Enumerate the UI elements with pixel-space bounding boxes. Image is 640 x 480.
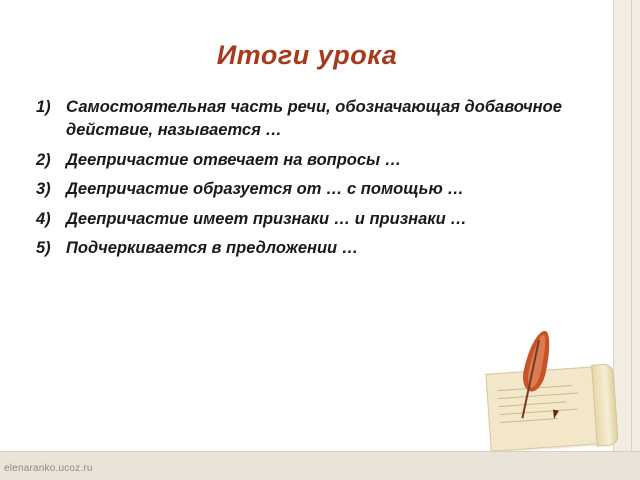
- list-item-text: Деепричастие отвечает на вопросы …: [66, 150, 402, 169]
- questions-list: [36, 96, 596, 267]
- list-item: [36, 237, 596, 260]
- list-item-marker: 1): [36, 98, 51, 116]
- list-item: [36, 149, 596, 172]
- list-item-marker: 3): [36, 180, 51, 199]
- quill-and-scroll-illustration: [470, 330, 610, 450]
- right-decorative-band: [613, 0, 640, 452]
- right-band-line: [631, 0, 632, 452]
- list-item-marker: 4): [36, 209, 51, 228]
- list-item: [36, 208, 596, 231]
- page-title: Итоги урока: [216, 40, 398, 70]
- list-item-marker: 2): [36, 150, 51, 169]
- list-item-text: Самостоятельная часть речи, обозначающая добавочное действие, называется …: [66, 98, 562, 140]
- list-item-text: Подчеркивается в предложении …: [66, 239, 359, 258]
- list-item-text: Деепричастие образуется от … с помощью …: [66, 180, 464, 199]
- list-item-marker: 5): [36, 239, 51, 258]
- watermark: elenaranko.ucoz.ru: [4, 463, 93, 474]
- bottom-strip: [0, 451, 640, 480]
- list-item-text: Деепричастие имеет признаки … и признаки …: [66, 209, 467, 228]
- list-item: [36, 178, 596, 201]
- list-item: [36, 96, 596, 143]
- feather-quill-icon: [518, 330, 558, 422]
